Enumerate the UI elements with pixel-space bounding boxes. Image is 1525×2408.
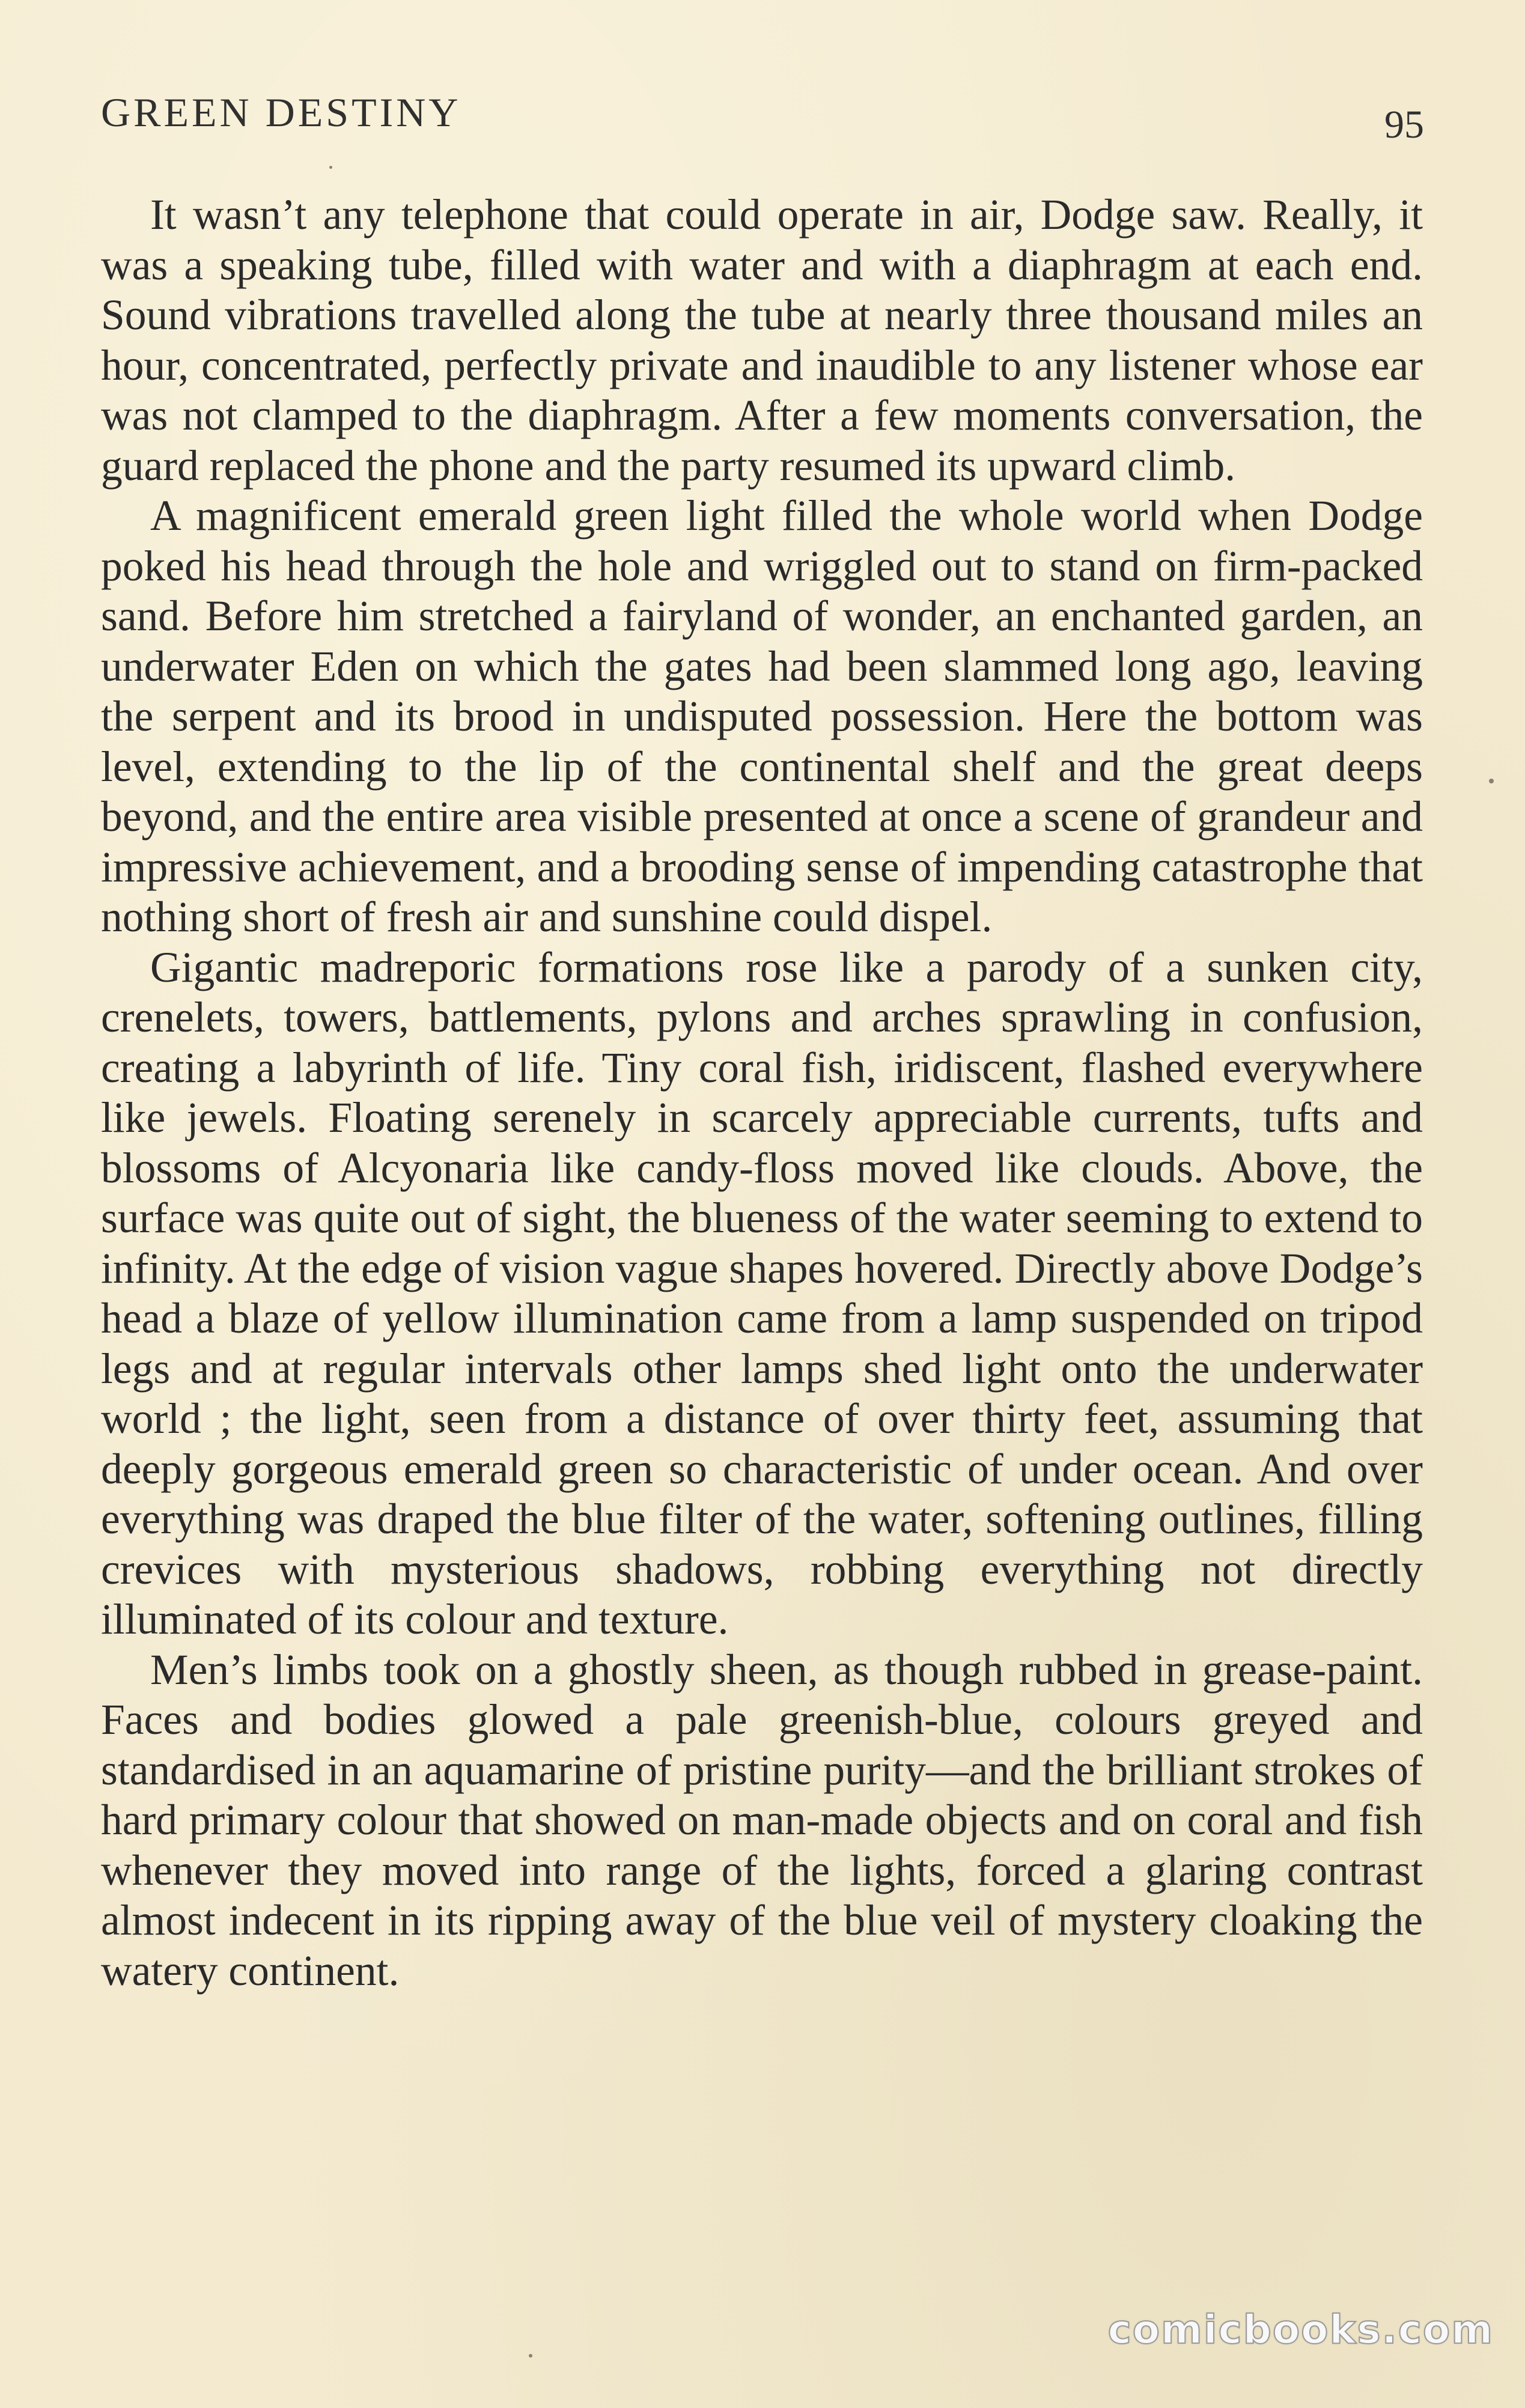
page-number: 95 <box>1384 103 1424 147</box>
body-text <box>101 190 1423 1996</box>
paper-speck <box>329 166 332 169</box>
paragraph-telephone: It wasn’t any telephone that could operate in air, Dodge saw. Really, it was a speaking tube, filled with water and with a diaphragm at each end. Sound vibrations travelled along the tube at nearly three thousand miles an hour, concentrated, perfectly private and inaudible to any listener whose ear was not clamped to the diaphragm. After a few moments conversation, the guard replaced the phone and the party resumed its upward climb. <box>101 191 1423 490</box>
paragraph-emerald-light: A magnificent emerald green light filled the whole world when Dodge poked his head through the hole and wriggled out to stand on firm-packed sand. Before him stretched a fairyland of wonder, an enchanted garden, an underwater Eden on which the gates had been slammed long ago, leaving the serpent and its brood in undisputed possession. Here the bottom was level, extending to the lip of the continental shelf and the great deeps beyond, and the entire area visible presented at once a scene of grandeur and impressive achievement, and a brooding sense of impending catastrophe that nothing short of fresh air and sunshine could dispel. <box>101 492 1423 941</box>
running-head-title: GREEN DESTINY <box>101 90 461 135</box>
paper-speck <box>529 2354 532 2358</box>
paper-speck <box>1489 779 1494 783</box>
paragraph-coral-city: Gigantic madreporic formations rose like a parody of a sunken city, crenelets, towers, battlements, pylons and arches sprawling in confusion, creating a labyrinth of life. Tiny coral fish, iridiscent, flashed everywhere like jewels. Floating serenely in scarcely appreciable currents, tufts and blossoms of Alcyonaria like candy-floss moved like clouds. Above, the surface was quite out of sight, the blueness of the water seeming to extend to infinity. At the edge of vision vague shapes hovered. Directly above Dodge’s head a blaze of yellow illumination came from a lamp suspended on tripod legs and at regular intervals other lamps shed light onto the underwater world ; the light, seen from a distance of over thirty feet, assuming that deeply gorgeous emerald green so characteristic of under ocean. And over everything was draped the blue filter of the water, softening outlines, filling crevices with mysterious shadows, robbing everything not directly illuminated of its colour and texture. <box>101 943 1423 1643</box>
watermark-logo: comicbooks.com <box>1107 2306 1494 2353</box>
paragraph-ghostly-sheen: Men’s limbs took on a ghostly sheen, as though rubbed in grease-paint. Faces and bodies glowed a pale greenish-blue, colours greyed and standardised in an aquamarine of pristine purity—and the brilliant strokes of hard primary colour that showed on man-made objects and on coral and fish whenever they moved into range of the lights, forced a glaring contrast almost indecent in its ripping away of the blue veil of mystery cloaking the watery continent. <box>101 1646 1423 1995</box>
